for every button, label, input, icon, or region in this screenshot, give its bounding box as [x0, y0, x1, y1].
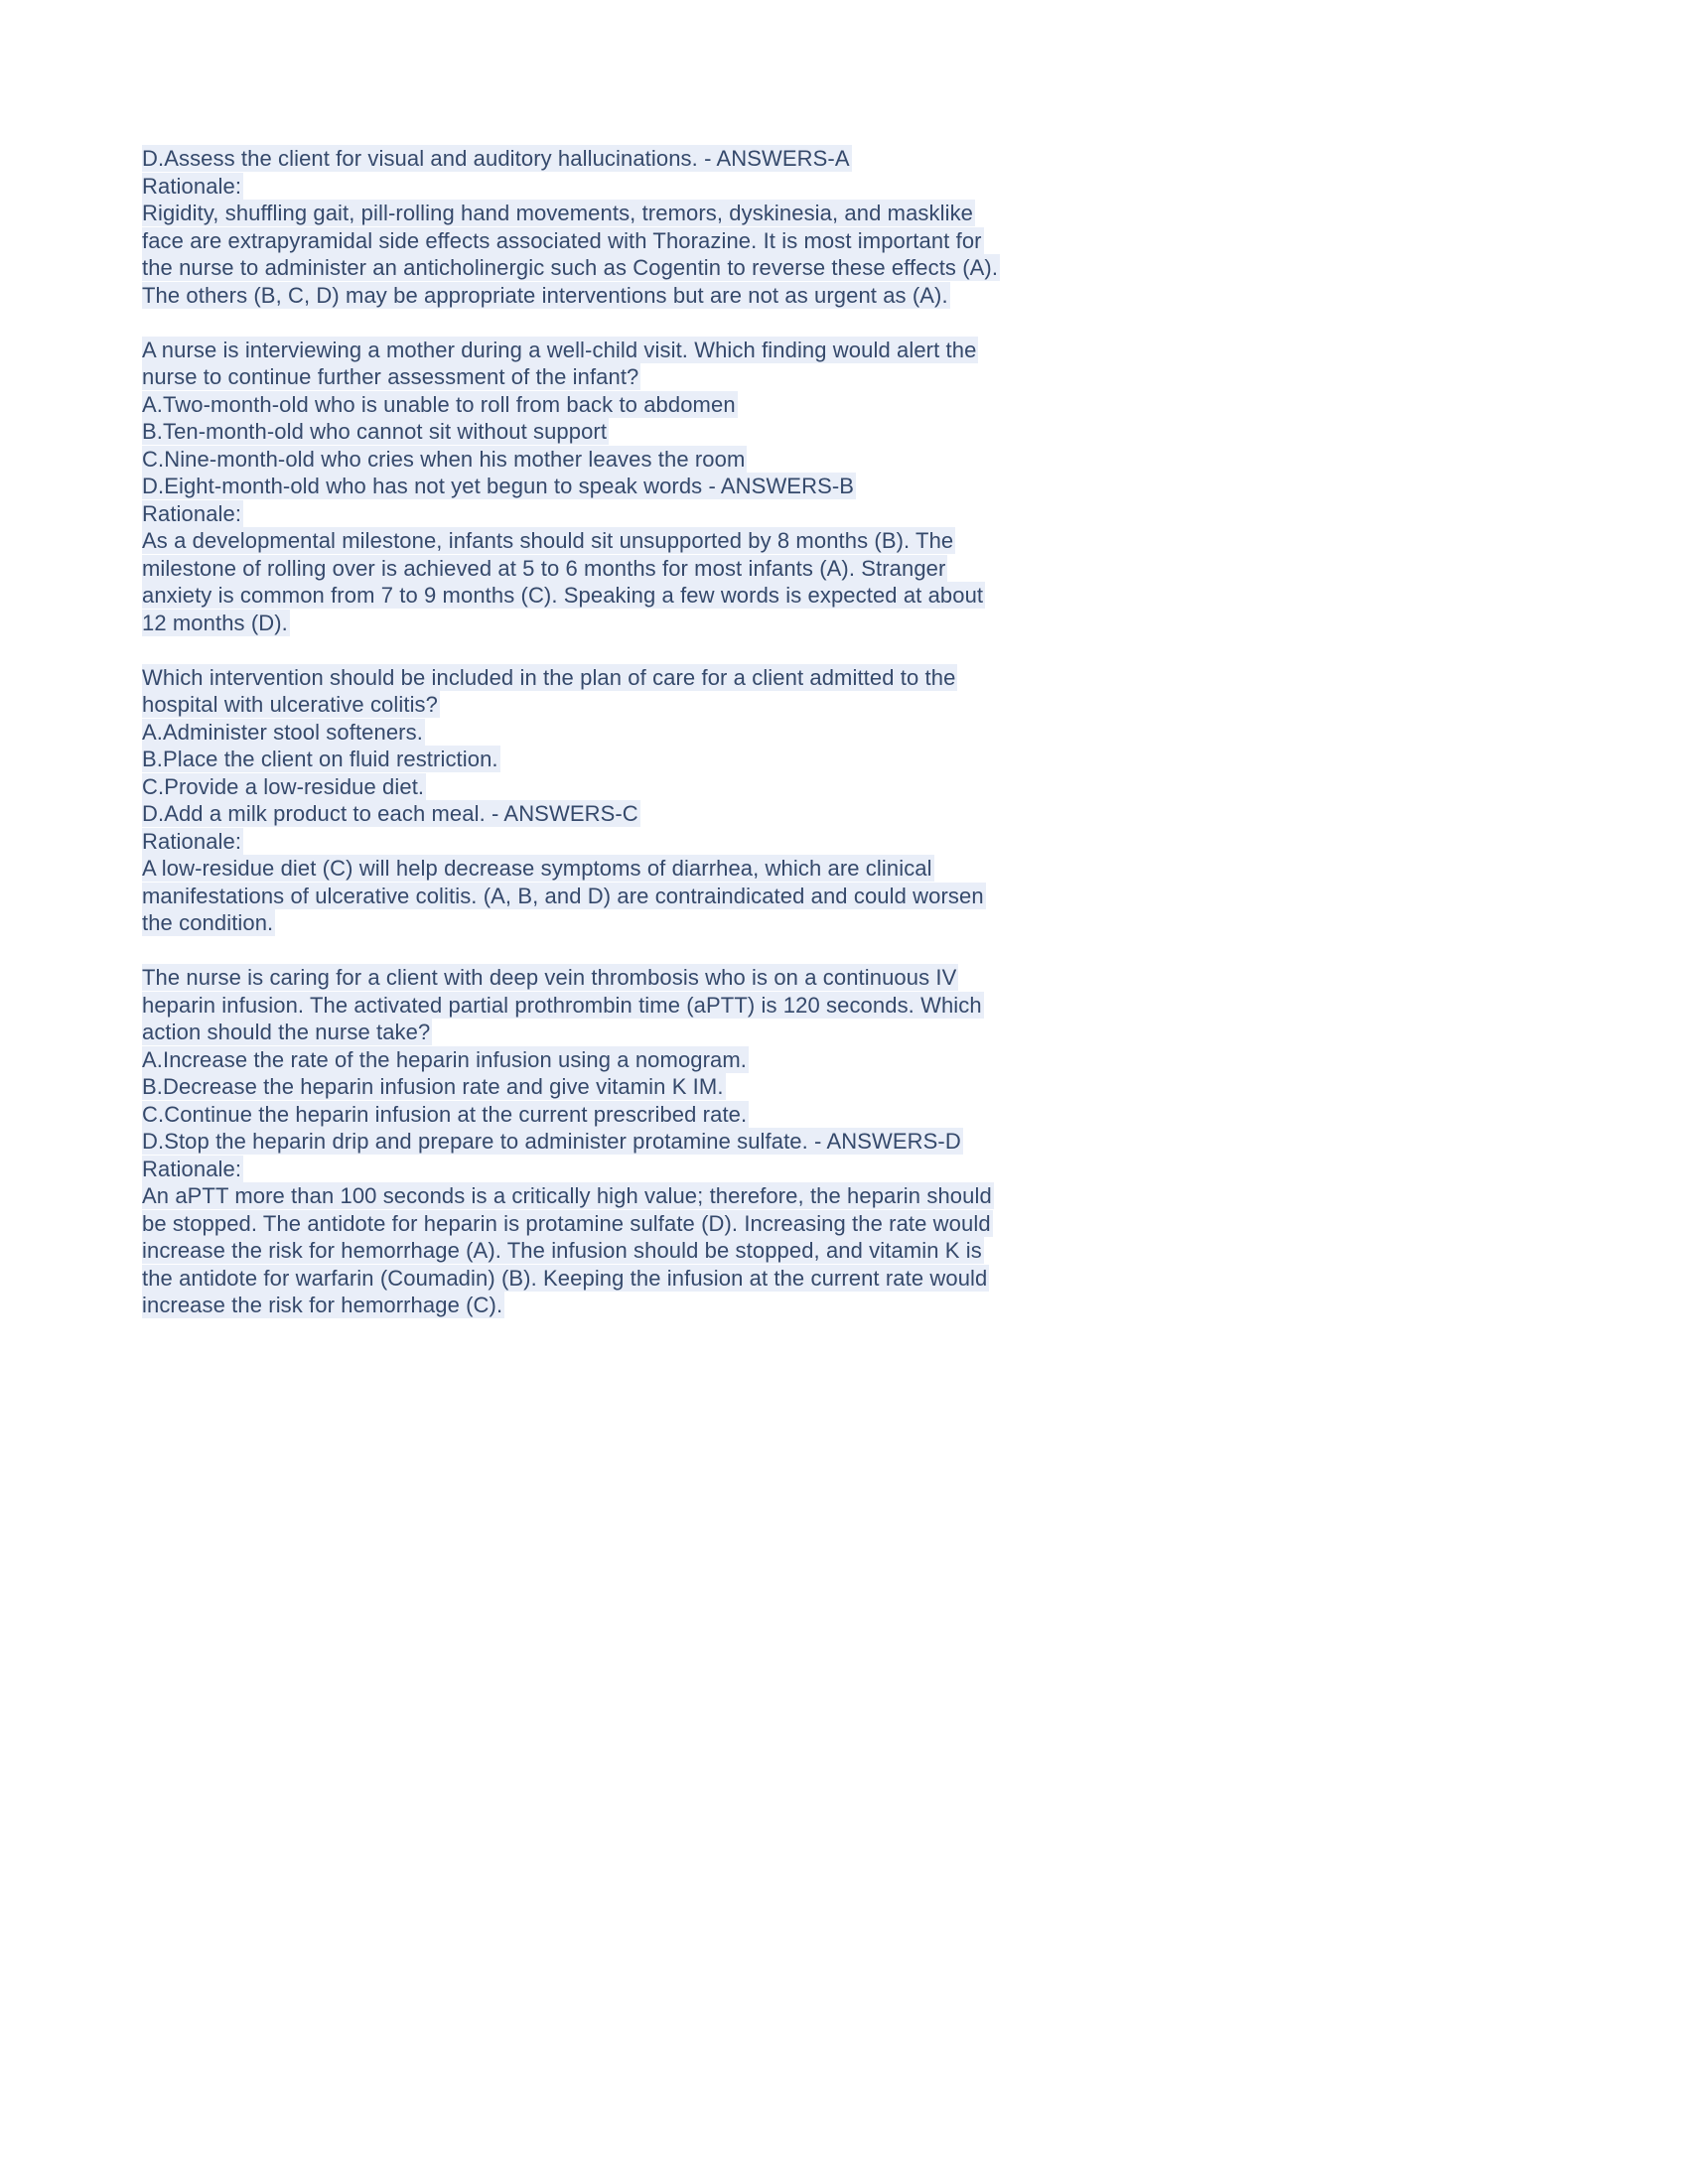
highlighted-text: The others (B, C, D) may be appropriate interventions but are not as urgent as (A).	[142, 282, 948, 308]
highlighted-text: nurse to continue further assessment of the infant?	[142, 364, 639, 389]
highlighted-text: increase the risk for hemorrhage (C).	[142, 1293, 503, 1317]
highlighted-text: Rigidity, shuffling gait, pill-rolling hand movements, tremors, dyskinesia, and masklike	[142, 201, 974, 225]
highlighted-text: B.Place the client on fluid restriction.	[142, 747, 498, 771]
text-line	[142, 145, 1000, 173]
text-line	[142, 746, 1000, 773]
highlighted-text: action should the nurse take?	[142, 1020, 431, 1044]
highlighted-text: B.Ten-month-old who cannot sit without support	[142, 419, 608, 444]
text-line	[142, 1019, 1000, 1046]
text-line	[142, 173, 1000, 201]
highlighted-text: increase the risk for hemorrhage (A). The infusion should be stopped, and vitamin K is	[142, 1238, 982, 1263]
text-line	[142, 1156, 1000, 1183]
highlighted-text: Rationale:	[142, 828, 242, 854]
highlighted-text: A nurse is interviewing a mother during a well-child visit. Which finding would alert the	[142, 337, 977, 362]
text-line	[142, 446, 1000, 474]
text-line	[142, 1046, 1000, 1074]
highlighted-text: A.Two-month-old who is unable to roll from back to abdomen	[142, 391, 736, 417]
text-line	[142, 691, 1000, 719]
highlighted-text: A low-residue diet (C) will help decrease symptoms of diarrhea, which are clinical	[142, 856, 932, 881]
text-line	[142, 610, 1000, 637]
highlighted-text: heparin infusion. The activated partial prothrombin time (aPTT) is 120 seconds. Which	[142, 992, 982, 1018]
blank-line	[142, 636, 1000, 664]
highlighted-text: Rationale:	[142, 500, 242, 526]
highlighted-text: D.Eight-month-old who has not yet begun to speak words - ANSWERS-B	[142, 474, 855, 498]
highlighted-text: Which intervention should be included in the plan of care for a client admitted to the	[142, 664, 956, 690]
highlighted-text: 12 months (D).	[142, 610, 288, 635]
highlighted-text: the condition.	[142, 910, 274, 935]
text-line	[142, 855, 1000, 883]
highlighted-text: face are extrapyramidal side effects associated with Thorazine. It is most important for	[142, 227, 982, 253]
blank-line	[142, 937, 1000, 965]
highlighted-text: milestone of rolling over is achieved at 5 to 6 months for most infants (A). Stranger	[142, 555, 946, 581]
text-line	[142, 1265, 1000, 1293]
highlighted-text: the nurse to administer an anticholinergic such as Cogentin to reverse these effects (A).	[142, 255, 999, 280]
highlighted-text: C.Provide a low-residue diet.	[142, 773, 425, 799]
highlighted-text: D.Assess the client for visual and auditory hallucinations. - ANSWERS-A	[142, 146, 850, 171]
text-line	[142, 391, 1000, 419]
text-line	[142, 883, 1000, 910]
highlighted-text: D.Add a milk product to each meal. - ANSWERS-C	[142, 801, 638, 826]
text-line	[142, 1073, 1000, 1101]
text-line	[142, 909, 1000, 937]
highlighted-text: the antidote for warfarin (Coumadin) (B). Keeping the infusion at the current rate would	[142, 1265, 988, 1291]
highlighted-text: An aPTT more than 100 seconds is a critically high value; therefore, the heparin should	[142, 1183, 992, 1208]
text-line	[142, 363, 1000, 391]
highlighted-text: As a developmental milestone, infants should sit unsupported by 8 months (B). The	[142, 528, 954, 553]
text-line	[142, 473, 1000, 500]
highlighted-text: A.Increase the rate of the heparin infusion using a nomogram.	[142, 1046, 748, 1072]
highlighted-text: B.Decrease the heparin infusion rate and give vitamin K IM.	[142, 1074, 724, 1099]
document-body	[142, 145, 1000, 1319]
text-line	[142, 800, 1000, 828]
text-line	[142, 555, 1000, 583]
highlighted-text: manifestations of ulcerative colitis. (A, B, and D) are contraindicated and could worsen	[142, 883, 984, 908]
text-line	[142, 1182, 1000, 1210]
text-line	[142, 254, 1000, 282]
highlighted-text: be stopped. The antidote for heparin is protamine sulfate (D). Increasing the rate would	[142, 1210, 991, 1236]
text-line	[142, 418, 1000, 446]
text-line	[142, 200, 1000, 227]
highlighted-text: A.Administer stool softeners.	[142, 719, 423, 745]
highlighted-text: Rationale:	[142, 173, 242, 199]
text-line	[142, 1210, 1000, 1238]
highlighted-text: anxiety is common from 7 to 9 months (C). Speaking a few words is expected at about	[142, 583, 984, 608]
highlighted-text: C.Nine-month-old who cries when his mother leaves the room	[142, 446, 746, 472]
text-line	[142, 773, 1000, 801]
highlighted-text: D.Stop the heparin drip and prepare to administer protamine sulfate. - ANSWERS-D	[142, 1129, 961, 1154]
text-line	[142, 282, 1000, 310]
text-line	[142, 1101, 1000, 1129]
blank-line	[142, 309, 1000, 337]
highlighted-text: C.Continue the heparin infusion at the current prescribed rate.	[142, 1101, 748, 1127]
text-line	[142, 527, 1000, 555]
text-line	[142, 582, 1000, 610]
text-line	[142, 1292, 1000, 1319]
text-line	[142, 992, 1000, 1020]
highlighted-text: Rationale:	[142, 1156, 242, 1181]
text-line	[142, 719, 1000, 747]
text-line	[142, 664, 1000, 692]
text-line	[142, 337, 1000, 364]
text-line	[142, 500, 1000, 528]
highlighted-text: hospital with ulcerative colitis?	[142, 692, 438, 717]
text-line	[142, 227, 1000, 255]
text-line	[142, 1128, 1000, 1156]
text-line	[142, 1237, 1000, 1265]
text-line	[142, 828, 1000, 856]
text-line	[142, 964, 1000, 992]
highlighted-text: The nurse is caring for a client with deep vein thrombosis who is on a continuous IV	[142, 965, 957, 990]
